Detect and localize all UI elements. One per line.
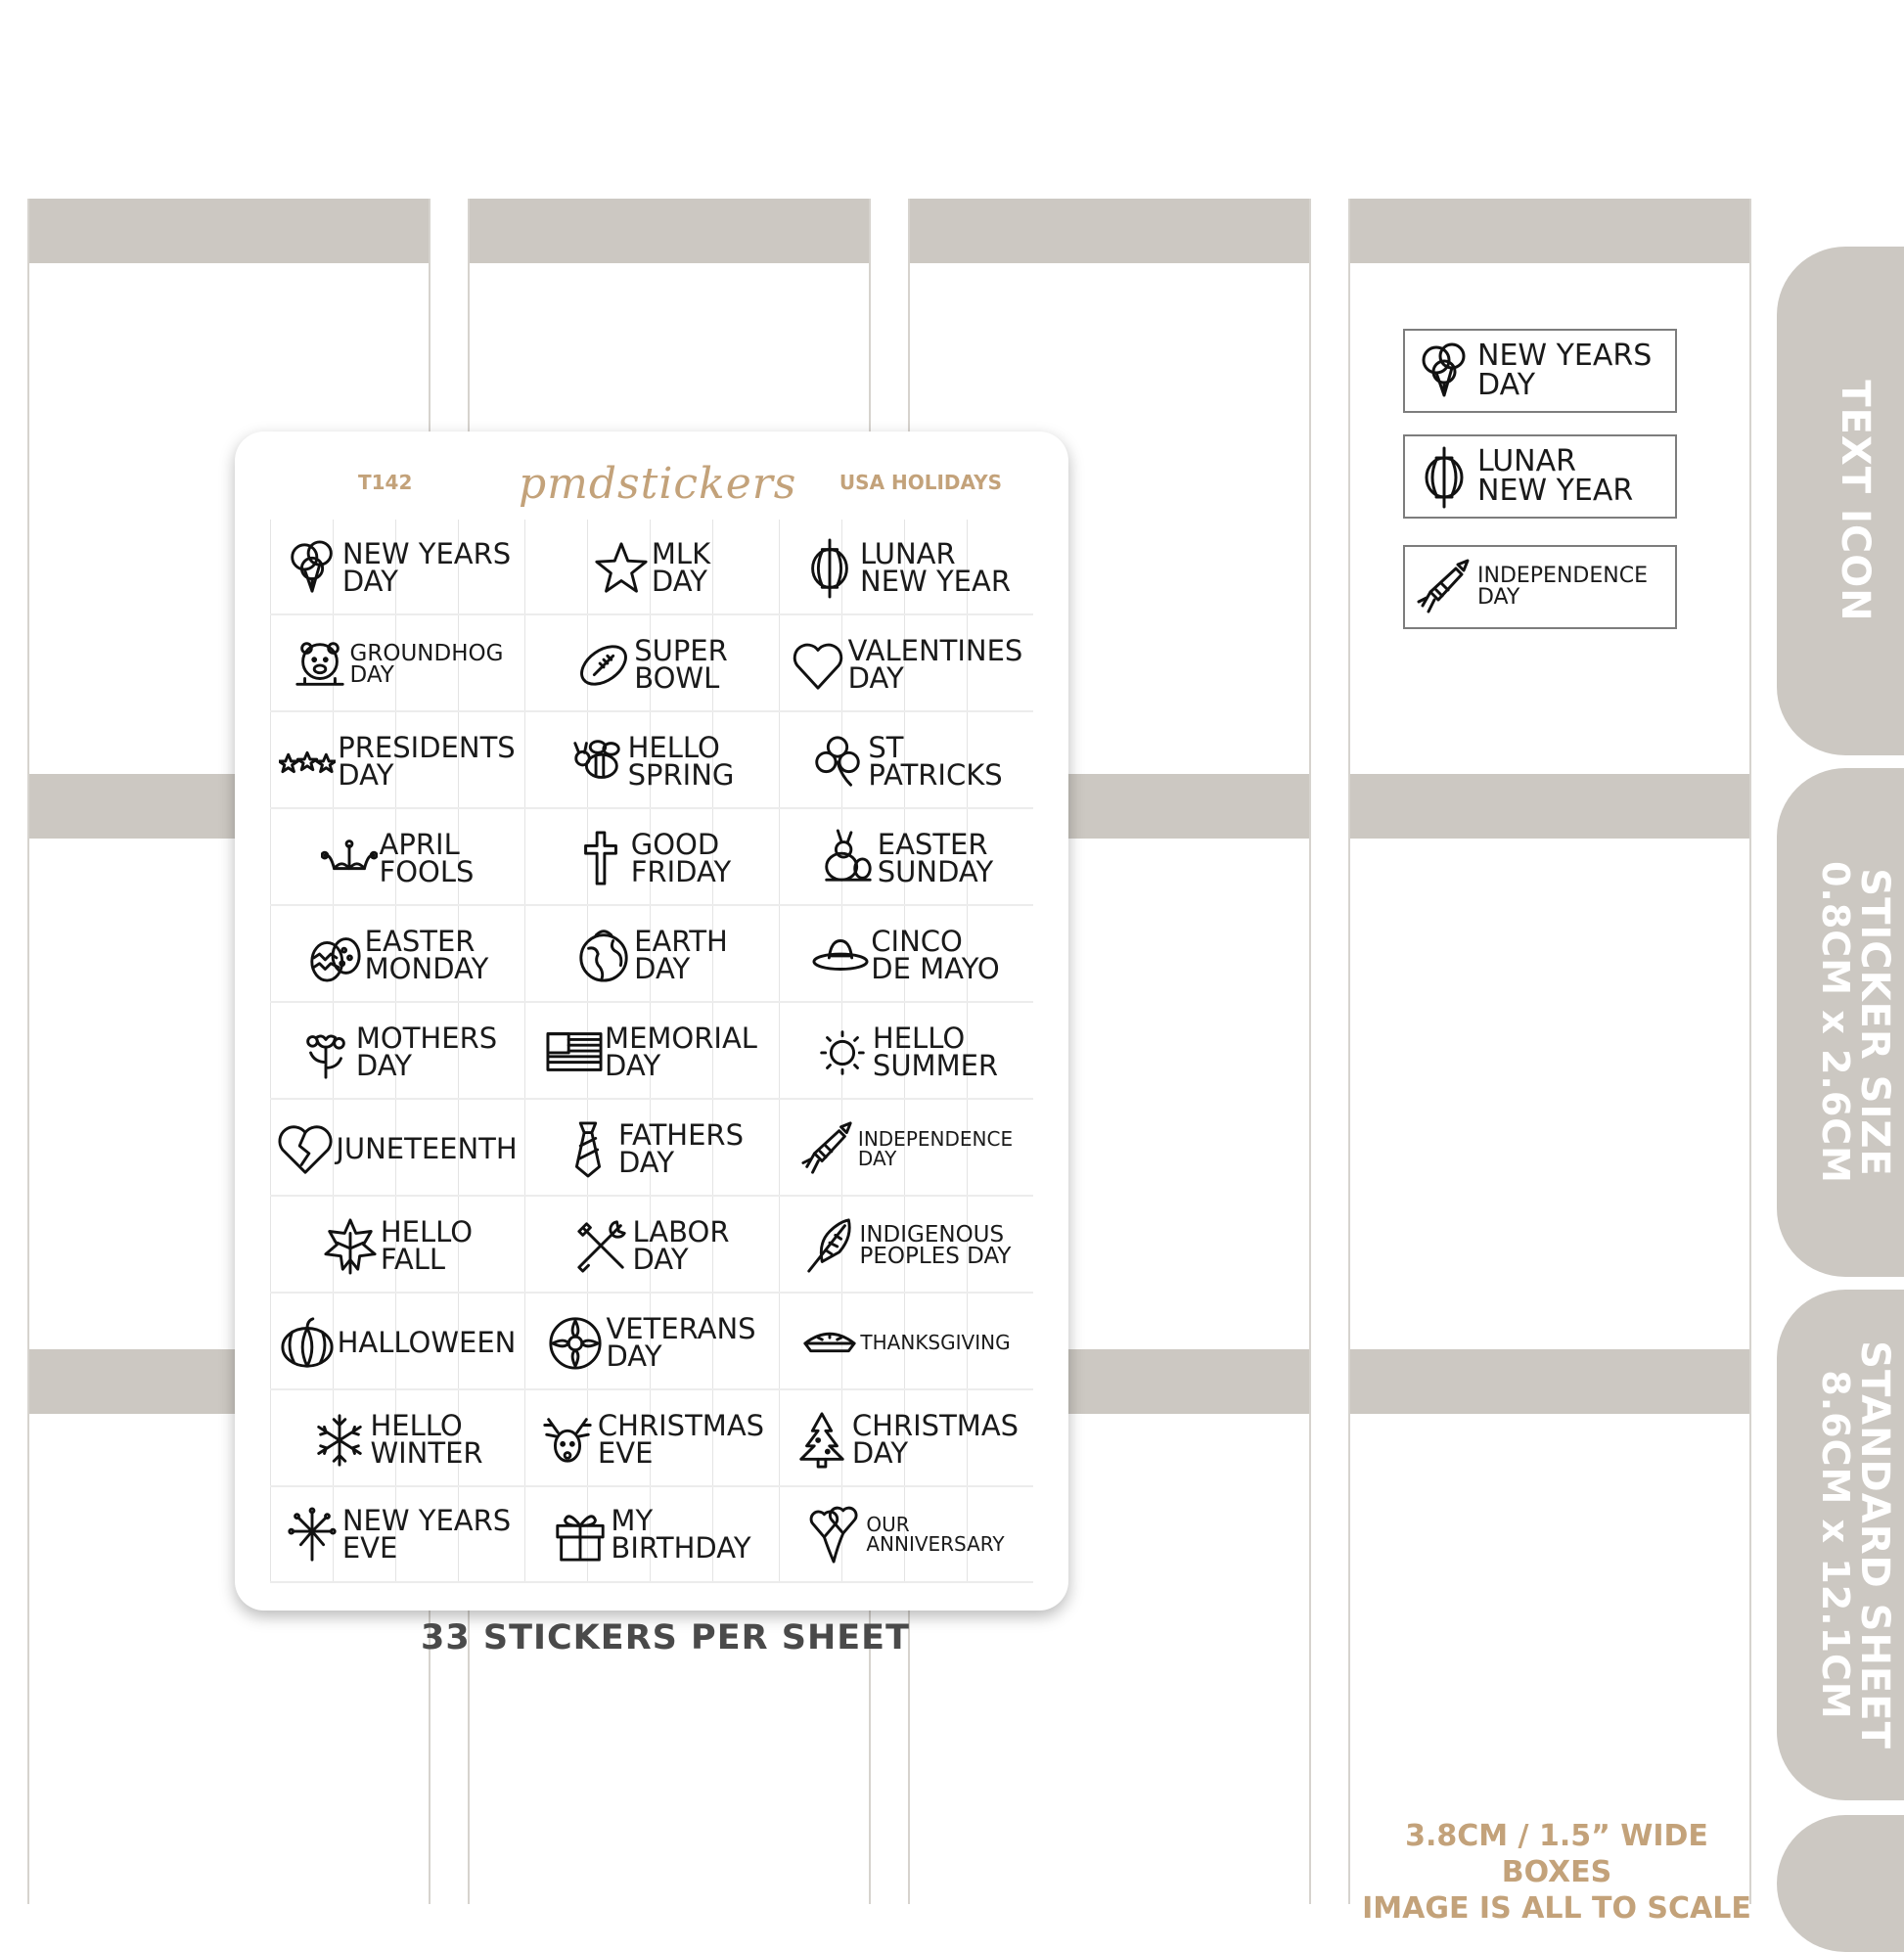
header-band xyxy=(470,199,869,263)
sticker-label: EASTER MONDAY xyxy=(364,925,489,985)
divider-band xyxy=(1350,774,1749,839)
sticker xyxy=(270,907,524,1003)
sticker-label: OUR ANNIVERSARY xyxy=(866,1513,1005,1556)
sticker-label: PRESIDENTS DAY xyxy=(338,731,516,792)
sun-icon xyxy=(814,1020,871,1084)
sticker-label: CHRISTMAS EVE xyxy=(597,1409,765,1470)
sticker xyxy=(779,1294,1033,1390)
sticker xyxy=(779,907,1033,1003)
side-tab-partial xyxy=(1777,1815,1904,1952)
sample-label: INDEPENDENCE DAY xyxy=(1477,564,1648,610)
poppy-icon xyxy=(547,1310,604,1375)
side-tab-label: STANDARD SHEET 8.6CM x 12.1CM xyxy=(1813,1340,1897,1749)
sticker xyxy=(524,1486,779,1582)
sticker xyxy=(270,1294,524,1390)
sticker-label: ST PATRICKS xyxy=(868,731,1003,792)
heart-icon xyxy=(790,632,846,697)
pie-icon xyxy=(801,1310,858,1375)
divider-band xyxy=(1350,1349,1749,1414)
sticker xyxy=(270,1391,524,1487)
header-band xyxy=(910,199,1309,263)
sticker-label: CINCO DE MAYO xyxy=(871,925,1000,985)
sticker xyxy=(779,1486,1033,1582)
sticker xyxy=(524,810,779,906)
brand-logo: pmdstickers xyxy=(519,459,797,509)
easter-eggs-icon xyxy=(306,923,363,987)
sticker-label: NEW YEARS EVE xyxy=(341,1504,512,1565)
sticker xyxy=(524,1101,779,1197)
sheet-code: T142 xyxy=(358,471,413,494)
firework-rocket-icon xyxy=(1415,555,1473,619)
bee-icon xyxy=(569,729,626,794)
stickers-per-sheet: 33 STICKERS PER SHEET xyxy=(421,1618,910,1657)
stars-icon xyxy=(279,729,336,794)
sticker-label: HELLO FALL xyxy=(380,1215,474,1276)
sticker-label: VALENTINES DAY xyxy=(847,634,1023,695)
sheet-header xyxy=(235,459,1068,508)
balloons-icon xyxy=(284,535,340,600)
sticker xyxy=(524,1391,779,1487)
sample-label: NEW YEARS DAY xyxy=(1477,339,1653,402)
header-band xyxy=(29,199,429,263)
sticker xyxy=(270,1486,524,1582)
sticker xyxy=(779,1198,1033,1294)
sticker-label: HELLO SUMMER xyxy=(872,1021,999,1082)
sample-sticker xyxy=(1403,545,1677,629)
sticker xyxy=(270,520,524,615)
sticker xyxy=(270,713,524,809)
sticker xyxy=(524,907,779,1003)
sticker xyxy=(524,520,779,615)
heart-balloons-icon xyxy=(807,1502,864,1566)
sheet-title: USA HOLIDAYS xyxy=(839,471,1002,494)
sticker-label: LABOR DAY xyxy=(632,1215,730,1276)
sticker-label: SUPER BOWL xyxy=(634,634,728,695)
sticker xyxy=(524,1198,779,1294)
lantern-icon xyxy=(1415,444,1473,509)
sticker xyxy=(779,713,1033,809)
sticker xyxy=(779,810,1033,906)
sticker xyxy=(524,1004,779,1100)
pumpkin-icon xyxy=(279,1310,336,1375)
tree-icon xyxy=(793,1407,850,1472)
sticker xyxy=(524,616,779,712)
side-tab-label: STICKER SIZE 0.8CM x 2.6CM xyxy=(1813,860,1897,1185)
earth-icon xyxy=(575,923,632,987)
sticker xyxy=(779,616,1033,712)
sticker-label: JUNETEENTH xyxy=(336,1132,518,1165)
sticker xyxy=(270,1004,524,1100)
sticker-label: VETERANS DAY xyxy=(606,1312,756,1373)
clover-icon xyxy=(809,729,866,794)
sticker xyxy=(524,713,779,809)
sample-label: LUNAR NEW YEAR xyxy=(1477,444,1634,508)
side-tab-label: TEXT ICON xyxy=(1833,380,1878,622)
sticker-label: HELLO SPRING xyxy=(627,731,735,792)
sticker-label: LUNAR NEW YEAR xyxy=(860,537,1011,598)
bunny-icon xyxy=(819,826,876,890)
sticker-label: INDIGENOUS PEOPLES DAY xyxy=(859,1222,1012,1269)
gift-icon xyxy=(552,1502,609,1566)
balloons-icon xyxy=(1415,339,1473,403)
sticker xyxy=(779,520,1033,615)
header-band xyxy=(1350,199,1749,263)
sticker xyxy=(270,1101,524,1197)
sticker-sheet xyxy=(235,431,1068,1611)
snowflake-icon xyxy=(311,1407,368,1472)
sticker-label: THANKSGIVING xyxy=(860,1331,1011,1354)
sticker-label: GROUNDHOG DAY xyxy=(349,641,504,688)
sticker-label: CHRISTMAS DAY xyxy=(851,1409,1020,1470)
sticker xyxy=(779,1391,1033,1487)
feather-icon xyxy=(801,1213,858,1278)
sticker xyxy=(779,1101,1033,1197)
leaf-icon xyxy=(322,1213,379,1278)
football-icon xyxy=(575,632,632,697)
sticker-label: EASTER SUNDAY xyxy=(877,828,994,888)
cross-icon xyxy=(572,826,629,890)
sticker-grid xyxy=(270,520,1033,1581)
sticker-label: GOOD FRIDAY xyxy=(630,828,732,888)
sample-sticker xyxy=(1403,329,1677,413)
firework-rocket-icon xyxy=(799,1116,856,1181)
sticker-label: APRIL FOOLS xyxy=(379,828,475,888)
sample-sticker xyxy=(1403,434,1677,519)
side-tab-text-icon xyxy=(1777,247,1904,755)
reindeer-icon xyxy=(539,1407,596,1472)
sticker-label: MLK DAY xyxy=(651,537,711,598)
sticker-label: MY BIRTHDAY xyxy=(611,1504,751,1565)
groundhog-icon xyxy=(292,632,348,697)
sticker xyxy=(270,1198,524,1294)
sombrero-icon xyxy=(812,923,869,987)
jester-hat-icon xyxy=(321,826,378,890)
side-tab-sticker-size xyxy=(1777,768,1904,1277)
sticker-label: INDEPENDENCE DAY xyxy=(857,1127,1014,1170)
sticker-label: HALLOWEEN xyxy=(337,1326,517,1359)
sticker-label: MOTHERS DAY xyxy=(355,1021,498,1082)
sticker xyxy=(524,1294,779,1390)
scale-note: 3.8CM / 1.5” WIDE BOXES IMAGE IS ALL TO SCALE xyxy=(1362,1819,1751,1926)
sticker xyxy=(270,810,524,906)
sticker xyxy=(779,1004,1033,1100)
sticker-label: MEMORIAL DAY xyxy=(605,1021,757,1082)
tools-icon xyxy=(573,1213,630,1278)
broken-heart-icon xyxy=(277,1116,334,1181)
side-tab-standard-sheet xyxy=(1777,1290,1904,1800)
sticker-label: HELLO WINTER xyxy=(370,1409,483,1470)
tie-icon xyxy=(560,1116,616,1181)
star-icon xyxy=(593,535,650,600)
sticker-label: EARTH DAY xyxy=(634,925,728,985)
sticker xyxy=(270,616,524,712)
flower-icon xyxy=(297,1020,354,1084)
sticker-label: NEW YEARS DAY xyxy=(341,537,512,598)
fireworks-icon xyxy=(284,1502,340,1566)
sticker-label: FATHERS DAY xyxy=(617,1118,744,1179)
lantern-icon xyxy=(801,535,858,600)
flag-icon xyxy=(546,1020,603,1084)
